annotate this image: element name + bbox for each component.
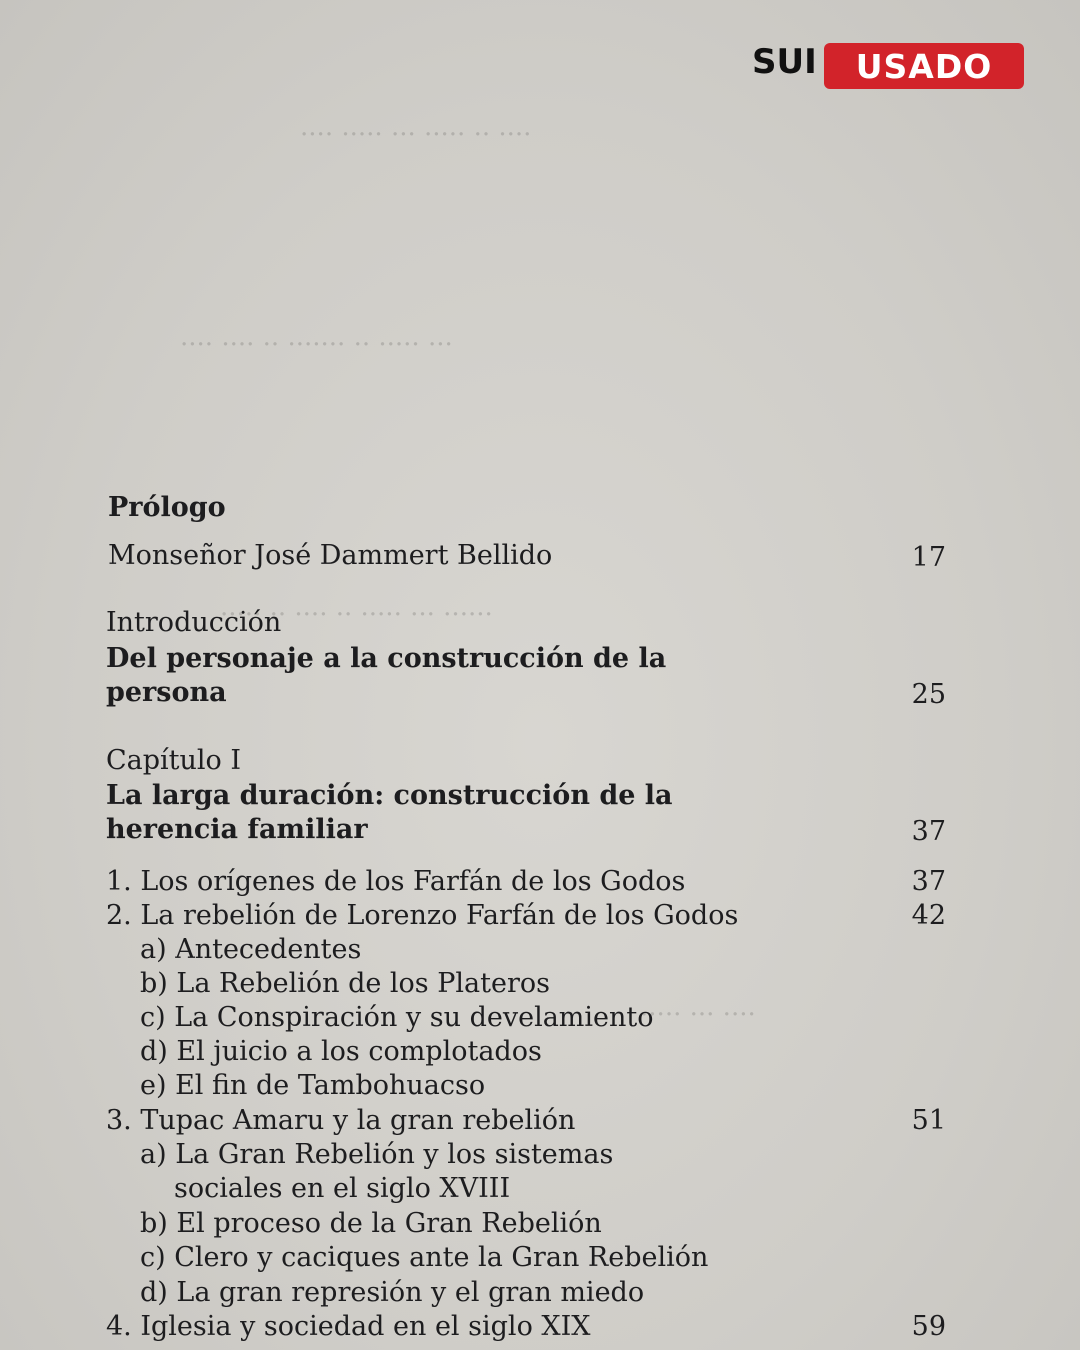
intro-label: Introducción — [106, 607, 282, 638]
chapter1-title-line-1: La larga duración: construcción de la — [106, 780, 673, 811]
toc-item-page: 51 — [911, 1105, 946, 1136]
toc-subitem: e) El fin de Tambohuacso — [140, 1070, 486, 1101]
toc-subitem-continuation: sociales en el siglo XVIII — [174, 1173, 511, 1204]
chapter1-title-line-2: herencia familiar — [106, 814, 368, 845]
bleed-through-4: ···· ··· ····· — [640, 1000, 756, 1030]
toc-subitem: a) La Gran Rebelión y los sistemas — [140, 1139, 614, 1170]
toc-item-page: 37 — [911, 866, 946, 897]
toc-item-page: 59 — [911, 1311, 946, 1342]
bleed-through-3: ······ ··· ····· ·· ···· ·· ····· — [220, 600, 493, 630]
toc-subitem: b) El proceso de la Gran Rebelión — [140, 1208, 602, 1239]
prologue-page: 17 — [911, 542, 946, 573]
toc-subitem: c) La Conspiración y su develamiento — [140, 1002, 654, 1033]
intro-title-line-2: persona — [106, 677, 227, 708]
toc-subitem: b) La Rebelión de los Plateros — [140, 968, 550, 999]
toc-item: 2. La rebelión de Lorenzo Farfán de los Godos — [106, 900, 739, 931]
toc-subitem: d) El juicio a los complotados — [140, 1036, 542, 1067]
used-badge: USADO — [824, 43, 1024, 89]
toc-item: 4. Iglesia y sociedad en el siglo XIX — [106, 1311, 591, 1342]
toc-item: 3. Tupac Amaru y la gran rebelión — [106, 1105, 576, 1136]
prologue-heading: Prólogo — [108, 492, 226, 523]
intro-title-line-1: Del personaje a la construcción de la — [106, 643, 667, 674]
bleed-through-2: ··· ····· ·· ······· ·· ···· ···· — [180, 330, 453, 360]
toc-subitem: a) Antecedentes — [140, 934, 362, 965]
prologue-author: Monseñor José Dammert Bellido — [108, 540, 553, 571]
bleed-through-1: ···· ·· ····· ··· ····· ···· — [300, 120, 532, 150]
chapter1-label: Capítulo I — [106, 745, 242, 776]
intro-page: 25 — [911, 679, 946, 710]
section-header-fragment: SUI — [752, 42, 817, 82]
toc-item-page: 42 — [911, 900, 946, 931]
toc-subitem: d) La gran represión y el gran miedo — [140, 1277, 645, 1308]
toc-subitem: c) Clero y caciques ante la Gran Rebelión — [140, 1242, 709, 1273]
toc-item: 1. Los orígenes de los Farfán de los Godos — [106, 866, 686, 897]
chapter1-page: 37 — [911, 816, 946, 847]
